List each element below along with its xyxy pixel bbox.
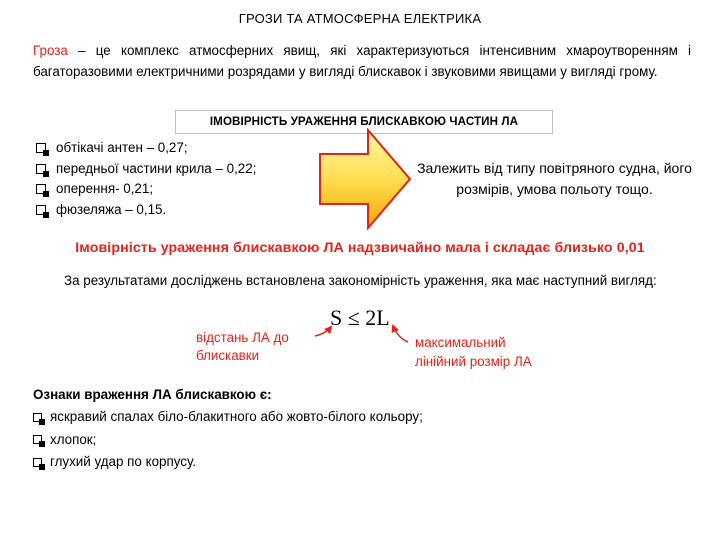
list-item: передньої частини крила – 0,22; <box>36 159 256 180</box>
distance-label: відстань ЛА до блискавки <box>196 330 289 363</box>
max-size-label: максимальний лінійний розмір ЛА <box>415 335 532 369</box>
definition-term: Гроза <box>33 43 68 58</box>
checkbox-bullet-icon <box>33 413 42 422</box>
right-arrow-icon <box>318 128 413 230</box>
signs-list <box>33 406 423 474</box>
distance-arrow <box>315 327 331 336</box>
probability-heading: ІМОВІРНІСТЬ УРАЖЕННЯ БЛИСКАВКОЮ ЧАСТИН ЛА <box>175 110 553 134</box>
list-item: оперення- 0,21; <box>36 179 256 200</box>
list-item: фюзеляжа – 0,15. <box>36 200 256 221</box>
list-item: обтікачі антен – 0,27; <box>36 138 256 159</box>
definition-paragraph <box>33 40 691 82</box>
signs-heading: Ознаки враження ЛА блискавкою є: <box>33 387 272 402</box>
checkbox-bullet-icon <box>33 458 42 467</box>
checkbox-bullet-icon <box>36 143 46 153</box>
checkbox-bullet-icon <box>36 205 46 215</box>
probability-statement: Імовірність ураження блискавкою ЛА надзвичайно мала і складає близько 0,01 <box>75 240 645 256</box>
formula: S ≤ 2L <box>330 305 390 330</box>
research-paragraph: За результатами досліджень встановлена закономірність ураження, яка має наступний вигляд: <box>64 273 657 288</box>
definition-text: – це комплекс атмосферних явищ, які характеризуються інтенсивним хмароутворенням і багаторазовими електричними розрядами у вигляді блискавок і звуковими явищами у вигляді грому. <box>33 43 691 79</box>
list-item: хлопок; <box>33 429 423 452</box>
checkbox-bullet-icon <box>36 184 46 194</box>
checkbox-bullet-icon <box>36 164 46 174</box>
probability-list <box>36 138 256 220</box>
checkbox-bullet-icon <box>33 435 42 444</box>
list-item: глухий удар по корпусу. <box>33 451 423 474</box>
depends-note: Залежить від типу повітряного судна, його розмірів, умова польоту тощо. <box>417 160 692 197</box>
list-item: яскравий спалах біло-блакитного або жовто-білого кольору; <box>33 406 423 429</box>
max-size-arrow <box>393 326 408 342</box>
page-title: ГРОЗИ ТА АТМОСФЕРНА ЕЛЕКТРИКА <box>238 11 482 26</box>
